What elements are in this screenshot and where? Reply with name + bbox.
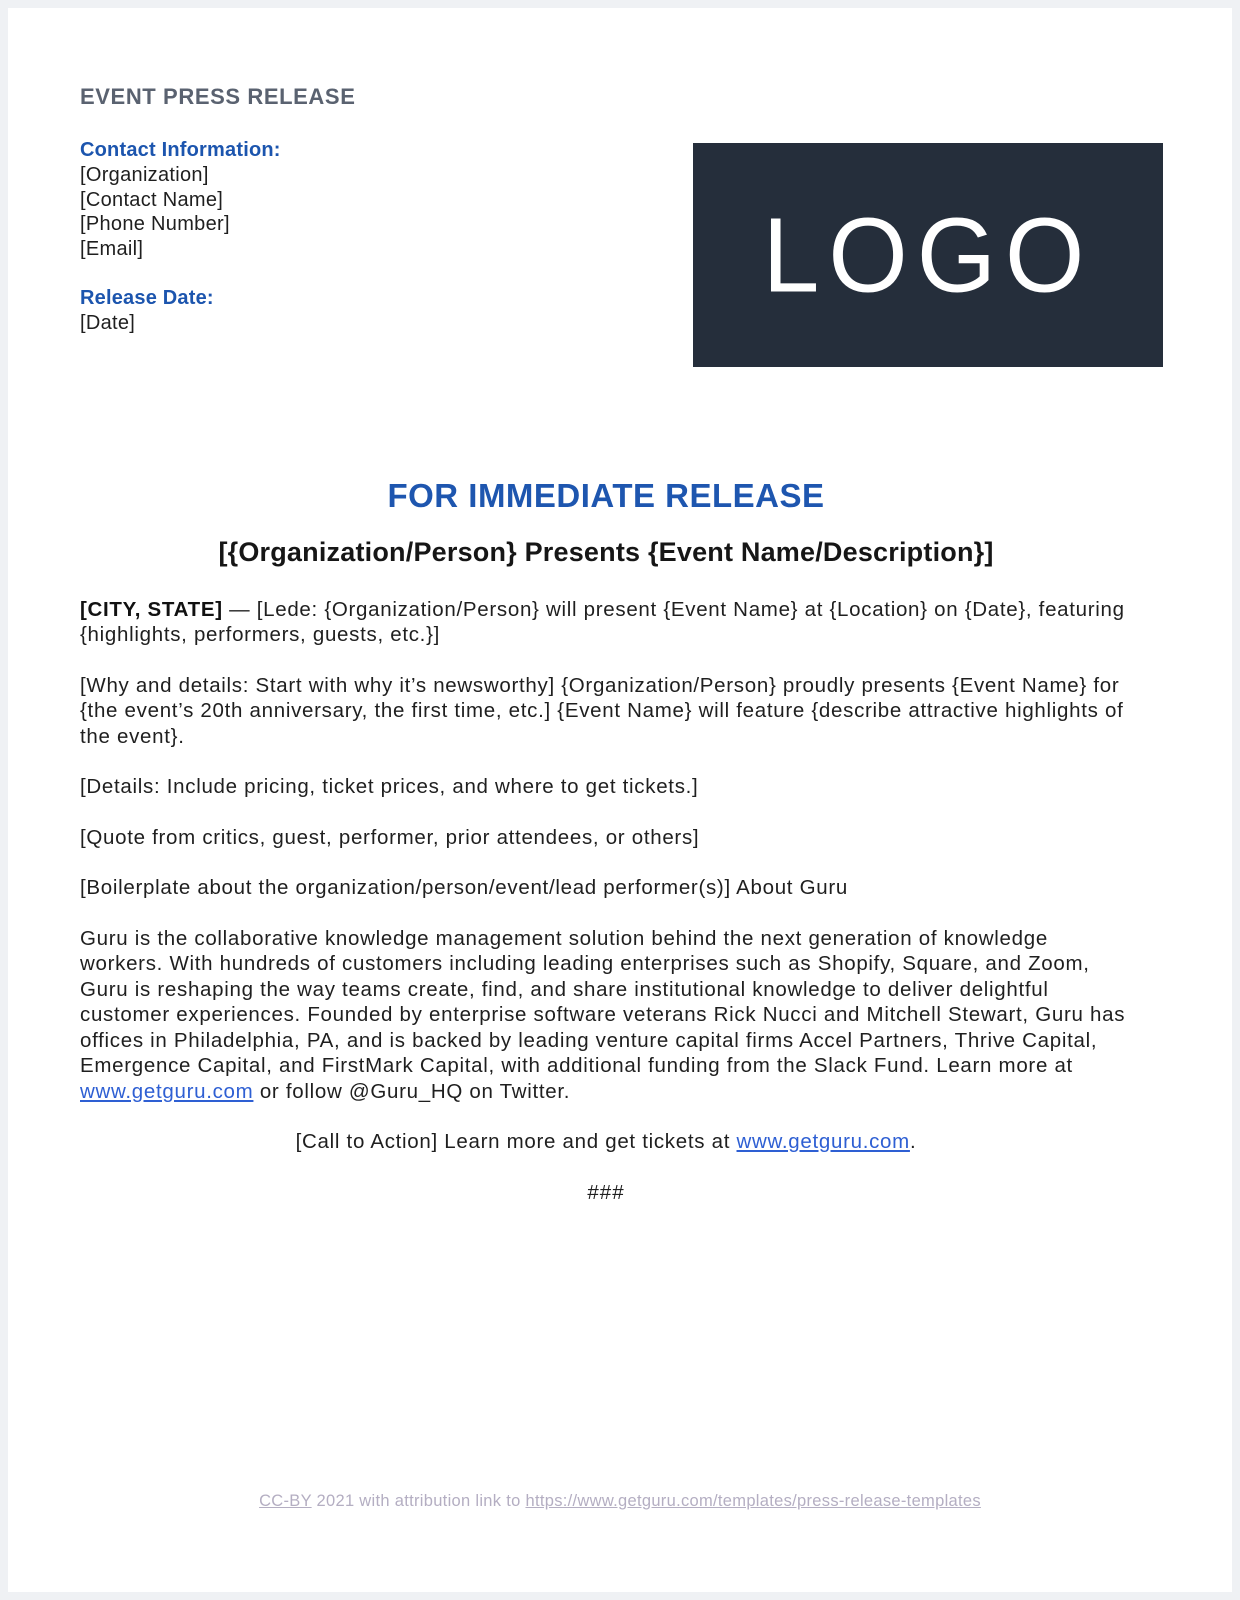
- call-to-action-line: [80, 1129, 1132, 1155]
- cta-text-after-link: .: [909, 1130, 917, 1153]
- boilerplate-paragraph: [Boilerplate about the organization/person/event/lead performer(s)] About Guru: [80, 876, 848, 899]
- about-text-after-link: or follow @Guru_HQ on Twitter.: [253, 1079, 571, 1103]
- lede-rest: — [Lede: {Organization/Person} will present {Event Name} at {Location} on {Date}, featuring {highlights, performers, guests, etc.}]: [80, 597, 1125, 646]
- attribution-footer: [8, 1490, 1232, 1512]
- lede-city-state: [CITY, STATE]: [80, 597, 223, 621]
- contact-email-line: [Email]: [80, 237, 144, 260]
- contact-information-heading: Contact Information:: [80, 139, 281, 161]
- cta-text-before-link: [Call to Action] Learn more and get tickets at: [295, 1130, 737, 1153]
- footer-middle-text: 2021 with attribution link to: [311, 1492, 526, 1510]
- cc-by-license-link[interactable]: CC-BY: [259, 1492, 312, 1510]
- press-release-end-mark: ###: [587, 1180, 625, 1204]
- details-paragraph: [Details: Include pricing, ticket prices, and where to get tickets.]: [80, 775, 699, 798]
- contact-phone-line: [Phone Number]: [80, 213, 230, 235]
- contact-name-line: [Contact Name]: [80, 188, 224, 211]
- logo-text: LOGO: [762, 195, 1094, 315]
- contact-organization-line: [Organization]: [80, 164, 209, 186]
- logo-placeholder: [693, 143, 1163, 367]
- cta-getguru-link[interactable]: www.getguru.com: [736, 1130, 910, 1153]
- getguru-link[interactable]: www.getguru.com: [80, 1079, 254, 1103]
- quote-paragraph: [Quote from critics, guest, performer, prior attendees, or others]: [80, 825, 700, 849]
- doc-type-label: EVENT PRESS RELEASE: [80, 84, 356, 109]
- press-release-page: [8, 8, 1232, 1592]
- for-immediate-release-banner: FOR IMMEDIATE RELEASE: [387, 476, 825, 514]
- release-date-heading: Release Date:: [80, 287, 214, 309]
- lede-paragraph: [80, 597, 1132, 648]
- templates-url-link[interactable]: https://www.getguru.com/templates/press-release-templates: [525, 1492, 981, 1510]
- release-date-value: [Date]: [80, 312, 136, 334]
- about-text-before-link: Guru is the collaborative knowledge management solution behind the next generation of knowledge workers. With hundreds of customers including leading enterprises such as Shopify, Square, and Zoom, Guru is reshaping the way teams create, find, and share institutional knowledge to deliver delightful customer experiences. Founded by enterprise software veterans Rick Nucci and Mitchell Stewart, Guru has offices in Philadelphia, PA, and is backed by leading venture capital firms Accel Partners, Thrive Capital, Emergence Capital, and FirstMark Capital, with additional funding from the Slack Fund. Learn more at: [80, 926, 1126, 1077]
- event-headline: [{Organization/Person} Presents {Event Name/Description}]: [218, 536, 994, 567]
- about-guru-paragraph: [80, 926, 1132, 1105]
- why-details-paragraph: [Why and details: Start with why it’s newsworthy] {Organization/Person} proudly presents {Event Name} for {the event’s 20th anniversary, the first time, etc.] {Event Name} will feature {describe attractive highlights of the event}.: [80, 673, 1124, 748]
